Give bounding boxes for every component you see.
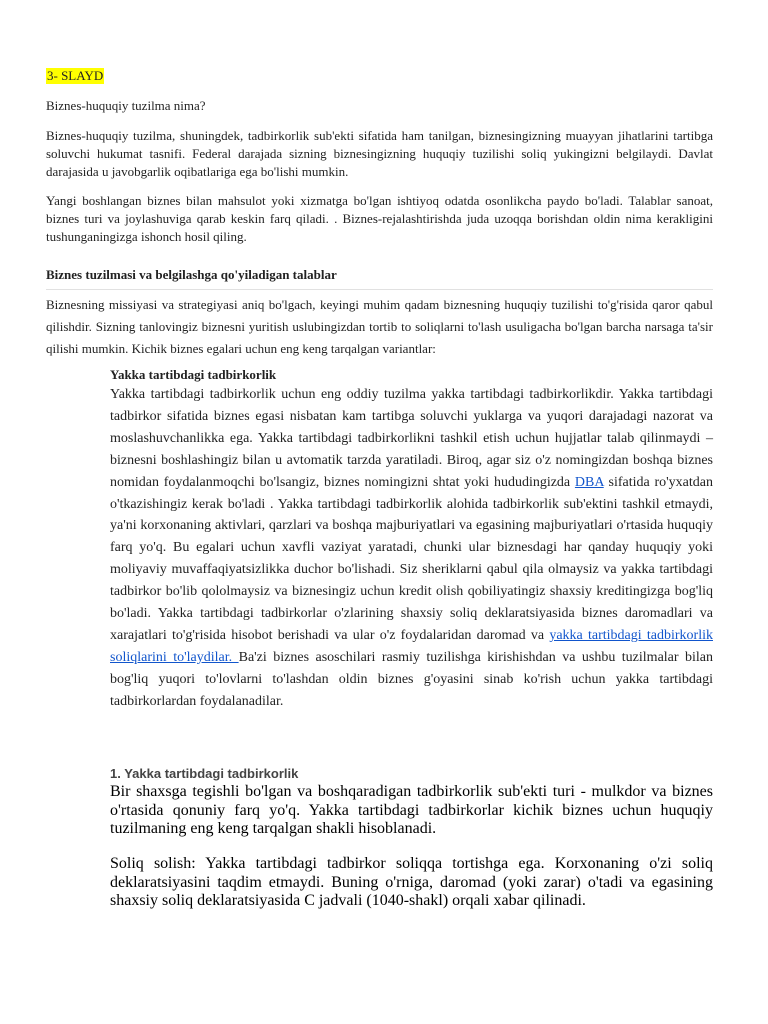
definition-paragraph: Biznes-huquqiy tuzilma, shuningdek, tadbirkorlik sub'ekti sifatida ham tanilgan, biznesingizning muayyan jihatlarini tartibga soluvchi hukumat tasnifi. Federal darajada sizning biznesingizning huquqiy tuzilishi soliq yukingizni belgilaydi. Davlat darajasida u javobgarlik oqibatlariga ega bo'lishi mumkin. — [46, 128, 713, 179]
intro-paragraph: Yangi boshlangan biznes bilan mahsulot yoki xizmatga bo'lgan ishtiyoq odatda osonlikcha paydo bo'ladi. Talablar sanoat, biznes turi va joylashuviga qarab keskin farq qiladi. . Biznes-rejalashtirishda juda uzoqqa borishdan oldin nima kerakligini tushunganingizga ishonch hosil qiling. — [46, 193, 713, 244]
sole-proprietorship-heading: Yakka tartibdagi tadbirkorlik — [110, 367, 277, 382]
sole-proprietorship-paragraph — [110, 384, 713, 713]
dba-link[interactable]: DBA — [574, 474, 604, 490]
sole-text-part-c: Ba'zi biznes asoschilari rasmiy tuzilishga kirishishdan va ushbu tuzilmalar bilan bog'liq yuqori to'lovlarni to'lashdan oldin biznes g'oyasini sinab ko'rish uchun yakka tartibdagi tadbirkorlardan foydalanadilar. — [110, 649, 714, 709]
section-divider — [46, 289, 713, 290]
question-text: Biznes-huquqiy tuzilma nima? — [46, 98, 206, 113]
section-heading: Biznes tuzilmasi va belgilashga qo'yiladigan talablar — [46, 267, 337, 282]
sole-text-part-a: Yakka tartibdagi tadbirkorlik uchun eng oddiy tuzilma yakka tartibdagi tadbirkorlikdir. Yakka tartibdagi tadbirkor sifatida biznes egasi nisbatan kam tartibga soluvchi yuklarga va yuqori darajadagi nazorat va moslashuvchanlikka ega. Yakka tartibdagi tadbirkorlikni tashkil etish uchun hujjatlar talab qilinmaydi – biznesni boshlashingiz bilan u avtomatik tarzda yaratiladi. Biroq, agar siz o'z nomingizdan boshqa biznes nomidan foydalanmoqchi bo'lsangiz, biznes nomingizni shtat yoki hududingizda — [110, 387, 713, 490]
sole-text-part-b: sifatida ro'yxatdan o'tkazishingiz kerak bo'ladi . Yakka tartibdagi tadbirkorlik alohida tadbirkorlik sub'ektini tashkil etmaydi, ya'ni korxonaning aktivlari, qarzlari va boshqa majburiyatlari va egasining majburiyatlari o'rtasida huquqiy farq yo'q. Bu egalari uchun xavfli vaziyat yaratadi, chunki ular biznesdagi har qanday huquqiy yoki moliyaviy muvaffaqiyatsizlikka duchor bo'lishadi. Siz sheriklarni qabul qila olmaysiz va yakka tartibdagi tadbirkor bo'lib qololmaysiz va biznesingiz uchun kredit olish qobiliyatingiz shaxsiy kreditingizga bog'liq bo'ladi. Yakka tartibdagi tadbirkorlar o'zlarining shaxsiy soliq deklaratsiyasida biznes daromadlari va xarajatlari to'g'risida hisobot berishadi va ular o'z foydalaridan daromad va — [110, 474, 713, 643]
numbered-heading: 1. Yakka tartibdagi tadbirkorlik — [110, 766, 299, 781]
tax-link[interactable]: yakka tartibdagi tadbirkorlik soliqlarini to'laydilar. — [110, 627, 713, 665]
definition-large-paragraph: Bir shaxsga tegishli bo'lgan va boshqaradigan tadbirkorlik sub'ekti turi - mulkdor va biznes o'rtasida qonuniy farq yo'q. Yakka tartibdagi tadbirkorlar kichik biznes uchun huquqiy tuzilmaning eng keng tarqalgan shakli hisoblanadi. — [110, 783, 713, 838]
taxation-paragraph: Soliq solish: Yakka tartibdagi tadbirkor soliqqa tortishga ega. Korxonaning o'zi soliq deklaratsiyasini taqdim etmaydi. Buning o'rniga, daromad (yoki zarar) o'tadi va egasining shaxsiy soliq deklaratsiyasida C jadvali (1040-shakl) orqali xabar qilinadi. — [110, 855, 713, 910]
slide-label: 3- SLAYD — [47, 68, 104, 83]
structure-paragraph: Biznesning missiyasi va strategiyasi aniq bo'lgach, keyingi muhim qadam biznesning huquqiy tuzilishi to'g'risida qaror qabul qilishdir. Sizning tanlovingiz biznesni yuritish uslubingizdan tortib to soliqlarni to'lash usuligacha bo'lgan barcha narsaga ta'sir qilishi mumkin. Kichik biznes egalari uchun eng keng tarqalgan variantlar: — [46, 297, 713, 356]
